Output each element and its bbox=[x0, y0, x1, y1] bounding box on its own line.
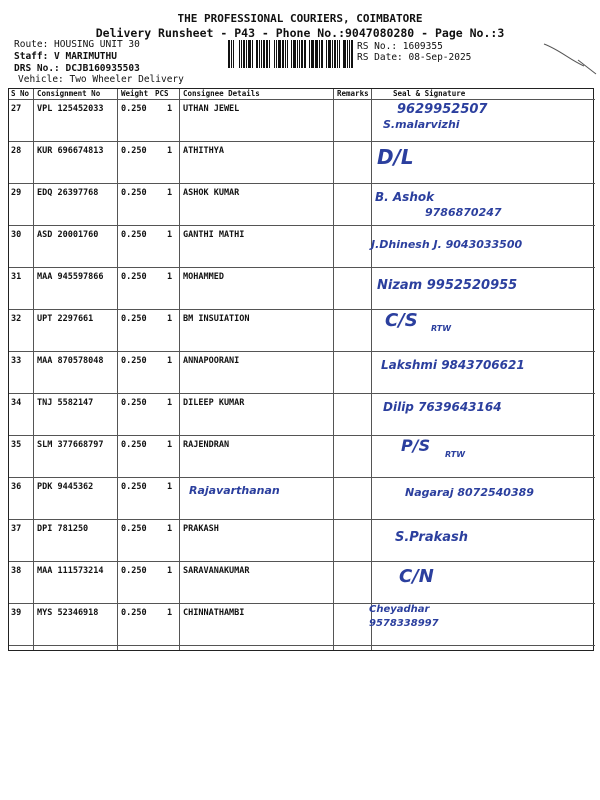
row-weight: 0.250 bbox=[121, 608, 147, 618]
row-consignee: CHINNATHAMBI bbox=[183, 608, 245, 618]
signature-note: S.malarvizhi bbox=[383, 118, 460, 131]
row-consignee: DILEEP KUMAR bbox=[183, 398, 245, 408]
row-weight: 0.250 bbox=[121, 230, 147, 240]
row-sno: 38 bbox=[11, 566, 22, 576]
row-weight: 0.250 bbox=[121, 188, 147, 198]
row-consignee: UTHAN JEWEL bbox=[183, 104, 240, 114]
row-consignee: ASHOK KUMAR bbox=[183, 188, 240, 198]
row-sno: 30 bbox=[11, 230, 22, 240]
row-consignment: EDQ 26397768 bbox=[37, 188, 99, 198]
pen-scribble bbox=[540, 40, 600, 80]
row-consignee: MOHAMMED bbox=[183, 272, 224, 282]
table-row bbox=[9, 352, 595, 394]
row-sno: 37 bbox=[11, 524, 22, 534]
runsheet-table bbox=[8, 88, 594, 651]
table-row bbox=[9, 520, 595, 562]
table-row bbox=[9, 184, 595, 226]
row-pcs: 1 bbox=[167, 272, 173, 282]
table-row bbox=[9, 100, 595, 142]
row-consignment: UPT 2297661 bbox=[37, 314, 94, 324]
signature-note: 9578338997 bbox=[369, 618, 439, 629]
signature: Dilip 7639643164 bbox=[383, 400, 502, 414]
table-row bbox=[9, 478, 595, 520]
signature: B. Ashok bbox=[375, 190, 435, 204]
row-consignment: MYS 52346918 bbox=[37, 608, 99, 618]
signature: Cheyadhar bbox=[369, 604, 430, 615]
table-row bbox=[9, 310, 595, 352]
row-pcs: 1 bbox=[167, 230, 173, 240]
row-consignment: ASD 20001760 bbox=[37, 230, 99, 240]
signature: P/S bbox=[401, 436, 431, 455]
row-pcs: 1 bbox=[167, 314, 173, 324]
signature: D/L bbox=[377, 145, 414, 169]
row-consignee: ATHITHYA bbox=[183, 146, 224, 156]
row-consignee: RAJENDRAN bbox=[183, 440, 230, 450]
row-pcs: 1 bbox=[167, 104, 173, 114]
row-consignment: PDK 9445362 bbox=[37, 482, 94, 492]
row-weight: 0.250 bbox=[121, 566, 147, 576]
row-consignment: VPL 125452033 bbox=[37, 104, 104, 114]
col-consignment: Consignment No bbox=[37, 89, 101, 98]
col-consignee: Consignee Details bbox=[183, 89, 260, 98]
row-consignment: KUR 696674813 bbox=[37, 146, 104, 156]
signature: C/N bbox=[399, 566, 434, 587]
staff-label: Staff: V MARIMUTHU bbox=[14, 51, 117, 62]
signature-note: 9786870247 bbox=[425, 206, 502, 219]
row-weight: 0.250 bbox=[121, 272, 147, 282]
row-pcs: 1 bbox=[167, 482, 173, 492]
row-pcs: 1 bbox=[167, 608, 173, 618]
route-label: Route: HOUSING UNIT 30 bbox=[14, 39, 140, 50]
row-sno: 28 bbox=[11, 146, 22, 156]
rs-date: RS Date: 08-Sep-2025 bbox=[357, 52, 472, 63]
table-row bbox=[9, 268, 595, 310]
row-consignment: MAA 945597866 bbox=[37, 272, 104, 282]
row-pcs: 1 bbox=[167, 398, 173, 408]
runsheet-title: Delivery Runsheet - P43 - Phone No.:9047080280 - Page No.:3 bbox=[95, 26, 505, 40]
table-row bbox=[9, 142, 595, 184]
row-weight: 0.250 bbox=[121, 146, 147, 156]
row-sno: 27 bbox=[11, 104, 22, 114]
signature: Lakshmi 9843706621 bbox=[381, 358, 525, 372]
signature-note: RTW bbox=[431, 324, 452, 333]
row-consignment: TNJ 5582147 bbox=[37, 398, 94, 408]
table-header-row bbox=[9, 89, 595, 100]
table-row bbox=[9, 226, 595, 268]
drs-number: DRS No.: DCJB160935503 bbox=[14, 63, 140, 74]
row-sno: 39 bbox=[11, 608, 22, 618]
row-sno: 34 bbox=[11, 398, 22, 408]
row-sno: 36 bbox=[11, 482, 22, 492]
company-title: THE PROFESSIONAL COURIERS, COIMBATORE bbox=[177, 12, 423, 25]
row-pcs: 1 bbox=[167, 566, 173, 576]
signature: C/S bbox=[385, 310, 418, 331]
col-remarks: Remarks bbox=[337, 89, 369, 98]
row-consignment: MAA 111573214 bbox=[37, 566, 104, 576]
signature-note: RTW bbox=[445, 450, 466, 459]
signature: Nagaraj 8072540389 bbox=[405, 486, 534, 499]
row-consignment: MAA 870578048 bbox=[37, 356, 104, 366]
row-sno: 29 bbox=[11, 188, 22, 198]
col-weight: Weight bbox=[121, 89, 149, 98]
row-weight: 0.250 bbox=[121, 314, 147, 324]
row-pcs: 1 bbox=[167, 356, 173, 366]
row-sno: 32 bbox=[11, 314, 22, 324]
row-consignment: DPI 781250 bbox=[37, 524, 89, 534]
row-pcs: 1 bbox=[167, 440, 173, 450]
signature: J.Dhinesh J. 9043033500 bbox=[371, 238, 523, 251]
row-consignee: GANTHI MATHI bbox=[183, 230, 245, 240]
signature: Nizam 9952520955 bbox=[377, 278, 518, 293]
row-consignee: PRAKASH bbox=[183, 524, 219, 534]
col-sno: S No bbox=[11, 89, 30, 98]
row-sno: 35 bbox=[11, 440, 22, 450]
row-sno: 31 bbox=[11, 272, 22, 282]
signature: 9629952507 bbox=[397, 102, 488, 117]
row-weight: 0.250 bbox=[121, 104, 147, 114]
row-weight: 0.250 bbox=[121, 398, 147, 408]
table-row bbox=[9, 394, 595, 436]
table-row bbox=[9, 436, 595, 478]
row-pcs: 1 bbox=[167, 524, 173, 534]
row-sno: 33 bbox=[11, 356, 22, 366]
rs-number: RS No.: 1609355 bbox=[357, 41, 443, 52]
row-consignment: SLM 377668797 bbox=[37, 440, 104, 450]
table-row bbox=[9, 562, 595, 604]
col-pcs: PCS bbox=[155, 89, 169, 98]
table-row bbox=[9, 604, 595, 646]
barcode bbox=[228, 40, 353, 68]
signature: S.Prakash bbox=[395, 530, 469, 545]
col-seal: Seal & Signature bbox=[393, 89, 466, 98]
row-consignee: BM INSUIATION bbox=[183, 314, 250, 324]
row-pcs: 1 bbox=[167, 146, 173, 156]
row-weight: 0.250 bbox=[121, 524, 147, 534]
vehicle-label: Vehicle: Two Wheeler Delivery bbox=[18, 74, 184, 85]
row-weight: 0.250 bbox=[121, 356, 147, 366]
row-consignee: SARAVANAKUMAR bbox=[183, 566, 250, 576]
row-weight: 0.250 bbox=[121, 440, 147, 450]
handwritten-consignee: Rajavarthanan bbox=[189, 484, 280, 497]
row-consignee: ANNAPOORANI bbox=[183, 356, 240, 366]
row-weight: 0.250 bbox=[121, 482, 147, 492]
row-pcs: 1 bbox=[167, 188, 173, 198]
